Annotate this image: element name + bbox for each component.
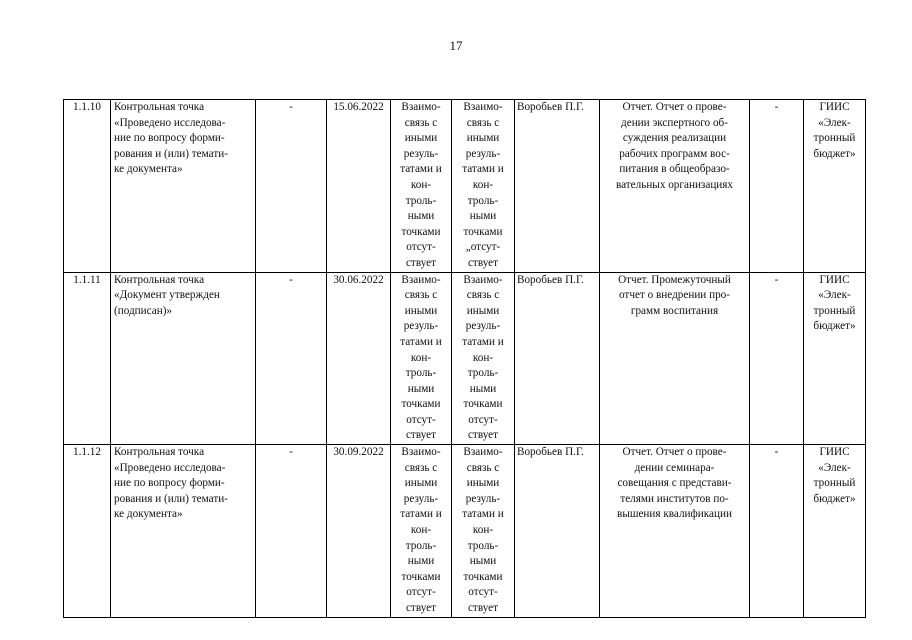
- cell-text-line: тронный: [813, 477, 856, 490]
- cell-text-line: татами и: [400, 335, 442, 348]
- cell-text-line: тронный: [813, 132, 856, 145]
- cell-text-line: питания в общеобразо-: [619, 163, 730, 176]
- cell-text-line: Взаимо-: [463, 101, 503, 113]
- cell-text-line: связь с: [466, 289, 500, 302]
- cell-text-line: ными: [469, 382, 497, 395]
- cell-text-line: дении экспертного об-: [621, 116, 728, 129]
- cell-text-line: ГИИС: [819, 273, 850, 286]
- successor-link-cell: [452, 272, 515, 445]
- cell-text-line: суждения реализации: [622, 132, 727, 145]
- successor-link-cell: [452, 445, 515, 618]
- cell-text-line: связь с: [466, 116, 500, 129]
- cell-text-line: точками: [463, 225, 503, 238]
- cell-text-line: отчет о внедрении про-: [618, 289, 730, 302]
- information-system-cell: [804, 100, 866, 273]
- cell-text-line: ние по вопросу форми-: [114, 477, 225, 490]
- cell-text-line: Взаимо-: [401, 273, 441, 286]
- level-cell: -: [750, 100, 804, 273]
- cell-text-line: точками: [463, 570, 503, 583]
- cell-text-line: рования и (или) темати-: [114, 147, 228, 160]
- table-row: [64, 445, 866, 618]
- table-row: [64, 100, 866, 273]
- responsible-cell: Воробьев П.Г.: [515, 100, 600, 273]
- cell-text-line: «Элек-: [818, 116, 851, 129]
- cell-text-line: «Элек-: [818, 461, 851, 474]
- cell-text-line: связь с: [404, 461, 438, 474]
- cell-text-line: ными: [407, 210, 435, 223]
- report-type-cell: [600, 272, 750, 445]
- cell-text-line: отсут-: [406, 241, 436, 254]
- cell-text-line: ствует: [467, 429, 499, 442]
- cell-text-line: точками: [463, 398, 503, 411]
- cell-text-line: отсут-: [468, 586, 498, 599]
- cell-text-line: иными: [466, 304, 500, 317]
- table-row: [64, 272, 866, 445]
- cell-text-line: «Элек-: [818, 289, 851, 302]
- cell-text-line: татами и: [462, 335, 504, 348]
- cell-text-line: Взаимо-: [463, 446, 503, 459]
- end-date-cell: 30.06.2022: [327, 272, 391, 445]
- row-number-cell: 1.1.11: [64, 272, 111, 445]
- cell-text-line: кон-: [472, 178, 494, 191]
- cell-text-line: «Проведено исследова-: [114, 461, 226, 474]
- cell-text-line: ными: [407, 555, 435, 568]
- control-point-name-cell: [111, 272, 256, 445]
- cell-text-line: ствует: [405, 429, 437, 442]
- cell-text-line: троль-: [405, 367, 437, 380]
- cell-text-line: Контрольная точка: [114, 273, 205, 286]
- cell-text-line: троль-: [467, 194, 499, 207]
- row-number-cell: 1.1.10: [64, 100, 111, 273]
- cell-text-line: татами и: [462, 508, 504, 521]
- information-system-cell: [804, 445, 866, 618]
- cell-text-line: Контрольная точка: [114, 446, 205, 459]
- cell-text-line: ными: [469, 555, 497, 568]
- successor-link-cell: [452, 100, 515, 273]
- cell-text-line: резуль-: [465, 147, 501, 160]
- cell-text-line: бюджет»: [813, 320, 856, 333]
- end-date-cell: 30.09.2022: [327, 445, 391, 618]
- cell-text-line: татами и: [400, 163, 442, 176]
- start-date-cell: -: [256, 272, 327, 445]
- cell-text-line: телями институтов по-: [620, 492, 729, 505]
- cell-text-line: троль-: [405, 539, 437, 552]
- control-point-name-cell: [111, 445, 256, 618]
- cell-text-line: связь с: [404, 289, 438, 302]
- cell-text-line: кон-: [472, 524, 494, 537]
- cell-text-line: «Документ утвержден: [114, 289, 220, 302]
- cell-text-line: Отчет. Отчет о прове-: [622, 446, 727, 459]
- cell-text-line: Отчет. Промежуточный: [618, 273, 731, 286]
- table-body: [64, 100, 866, 618]
- cell-text-line: точками: [401, 398, 441, 411]
- cell-text-line: рования и (или) темати-: [114, 492, 228, 505]
- cell-text-line: совещания с представи-: [617, 477, 732, 490]
- cell-text-line: резуль-: [403, 320, 439, 333]
- cell-text-line: Отчет. Отчет о прове-: [622, 101, 727, 113]
- cell-text-line: ние по вопросу форми-: [114, 132, 225, 145]
- cell-text-line: связь с: [466, 461, 500, 474]
- cell-text-line: резуль-: [403, 492, 439, 505]
- cell-text-line: «Проведено исследова-: [114, 116, 226, 129]
- cell-text-line: кон-: [472, 351, 494, 364]
- cell-text-line: ствует: [405, 602, 437, 614]
- cell-text-line: бюджет»: [813, 147, 856, 160]
- cell-text-line: отсут-: [406, 586, 436, 599]
- cell-text-line: кон-: [410, 524, 432, 537]
- cell-text-line: троль-: [467, 539, 499, 552]
- cell-text-line: ными: [469, 210, 497, 223]
- predecessor-link-cell: [391, 272, 452, 445]
- cell-text-line: иными: [404, 477, 438, 490]
- level-cell: -: [750, 445, 804, 618]
- cell-text-line: связь с: [404, 116, 438, 129]
- cell-text-line: тронный: [813, 304, 856, 317]
- level-cell: -: [750, 272, 804, 445]
- cell-text-line: рабочих программ вос-: [619, 147, 730, 160]
- cell-text-line: отсут-: [406, 413, 436, 426]
- cell-text-line: ке документа»: [114, 163, 183, 176]
- cell-text-line: (подписан)»: [114, 304, 173, 317]
- control-point-name-cell: [111, 100, 256, 273]
- cell-text-line: кон-: [410, 351, 432, 364]
- cell-text-line: точками: [401, 570, 441, 583]
- end-date-cell: 15.06.2022: [327, 100, 391, 273]
- cell-text-line: ствует: [467, 256, 499, 269]
- cell-text-line: ГИИС: [819, 446, 850, 459]
- cell-text-line: „отсут-: [465, 241, 501, 254]
- information-system-cell: [804, 272, 866, 445]
- control-points-table: [63, 99, 866, 618]
- cell-text-line: троль-: [405, 194, 437, 207]
- cell-text-line: иными: [404, 304, 438, 317]
- report-type-cell: [600, 445, 750, 618]
- cell-text-line: резуль-: [403, 147, 439, 160]
- cell-text-line: ствует: [405, 256, 437, 269]
- cell-text-line: точками: [401, 225, 441, 238]
- responsible-cell: Воробьев П.Г.: [515, 445, 600, 618]
- cell-text-line: резуль-: [465, 320, 501, 333]
- cell-text-line: Взаимо-: [401, 446, 441, 459]
- cell-text-line: бюджет»: [813, 492, 856, 505]
- cell-text-line: ГИИС: [819, 101, 850, 113]
- cell-text-line: кон-: [410, 178, 432, 191]
- responsible-cell: Воробьев П.Г.: [515, 272, 600, 445]
- cell-text-line: иными: [404, 132, 438, 145]
- start-date-cell: -: [256, 445, 327, 618]
- cell-text-line: дении семинара-: [634, 461, 715, 474]
- cell-text-line: татами и: [462, 163, 504, 176]
- cell-text-line: троль-: [467, 367, 499, 380]
- report-type-cell: [600, 100, 750, 273]
- cell-text-line: иными: [466, 132, 500, 145]
- row-number-cell: 1.1.12: [64, 445, 111, 618]
- start-date-cell: -: [256, 100, 327, 273]
- cell-text-line: ными: [407, 382, 435, 395]
- predecessor-link-cell: [391, 445, 452, 618]
- page-number: 17: [449, 38, 463, 53]
- cell-text-line: ствует: [467, 602, 499, 614]
- cell-text-line: Взаимо-: [401, 101, 441, 113]
- cell-text-line: отсут-: [468, 413, 498, 426]
- cell-text-line: ке документа»: [114, 508, 183, 521]
- cell-text-line: иными: [466, 477, 500, 490]
- cell-text-line: вышения квалификации: [617, 508, 732, 521]
- cell-text-line: Взаимо-: [463, 273, 503, 286]
- cell-text-line: резуль-: [465, 492, 501, 505]
- cell-text-line: грамм воспитания: [630, 304, 719, 317]
- cell-text-line: вательных организациях: [615, 178, 734, 191]
- predecessor-link-cell: [391, 100, 452, 273]
- cell-text-line: Контрольная точка: [114, 101, 205, 113]
- cell-text-line: татами и: [400, 508, 442, 521]
